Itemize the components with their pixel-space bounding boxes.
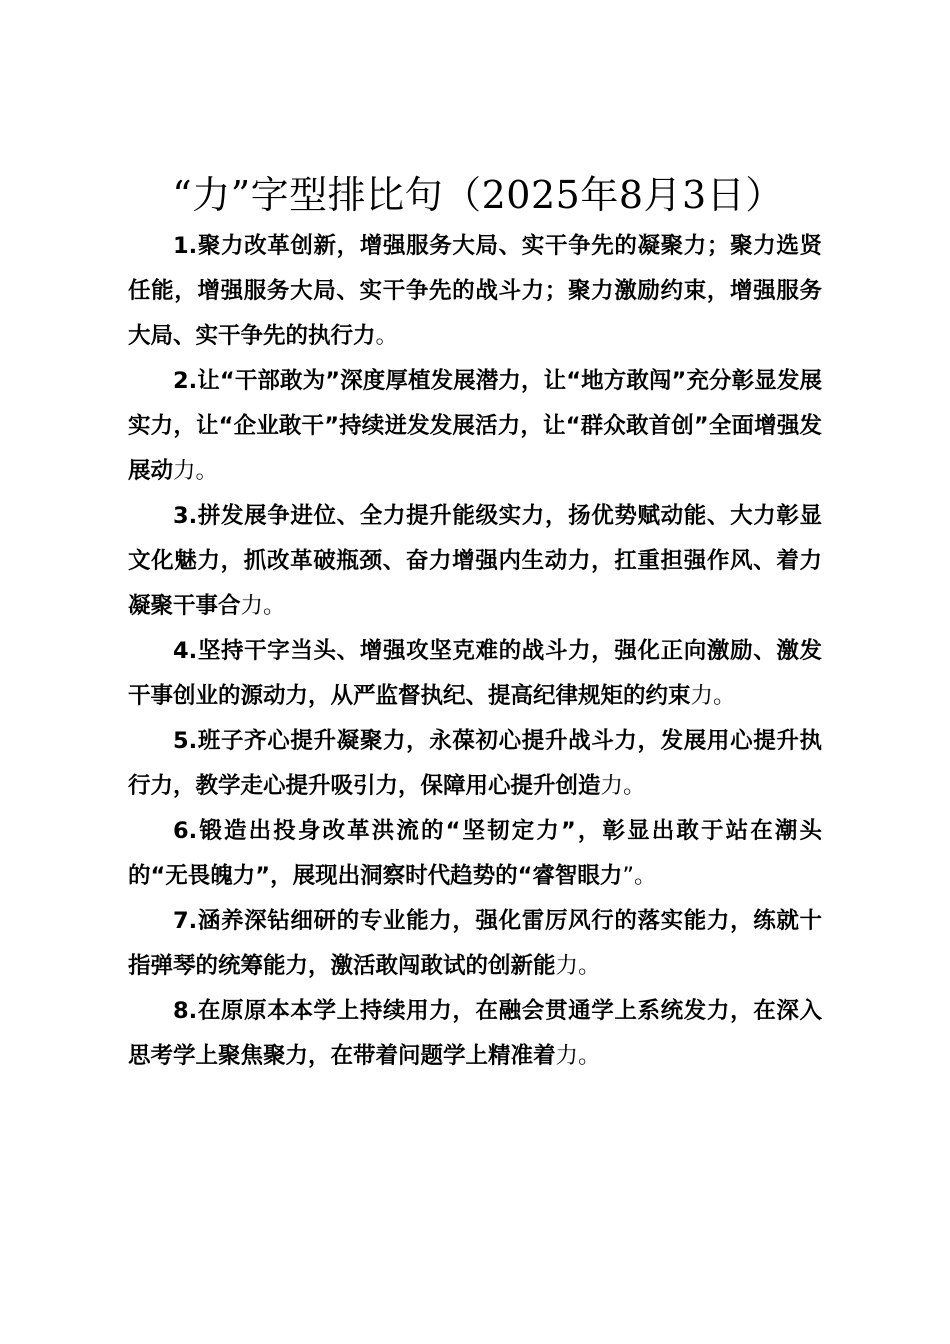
paragraph-text: 7.涵养深钻细研的专业能力，强化雷厉风行的落实能力，练就十指弹琴的统筹能力，激活敢闯敢试的创新能 (128, 908, 822, 979)
paragraph-ending: 力。 (240, 593, 286, 619)
paragraph-text: 3.拼发展争进位、全力提升能级实力，扬优势赋动能、大力彰显文化魅力，抓改革破瓶颈、奋力增强内生动力，扛重担强作风、着力凝聚干事合 (128, 503, 822, 619)
paragraph-7 (128, 899, 822, 989)
paragraph-3 (128, 494, 822, 629)
paragraph-ending: ”。 (622, 863, 657, 889)
document-title: “力”字型排比句（2025年8月3日） (172, 173, 784, 217)
paragraph-2 (128, 359, 822, 494)
paragraph-text: 6.锻造出投身改革洪流的“坚韧定力”，彰显出敢于站在潮头的“无畏魄力”，展现出洞察时代趋势的“睿智眼力 (128, 818, 822, 889)
document-body (128, 224, 822, 1079)
paragraph-text: 2.让“干部敢为”深度厚植发展潜力，让“地方敢闯”充分彰显发展实力，让“企业敢干”持续迸发发展活力，让“群众敢首创”全面增强发展动 (128, 368, 822, 484)
paragraph-text: 1.聚力改革创新，增强服务大局、实干争先的凝聚力；聚力选贤任能，增强服务大局、实干争先的战斗力；聚力激励约束，增强服务大局、实干争先的执行力 (128, 233, 822, 349)
paragraph-text: 8.在原原本本学上持续用力，在融会贯通学上系统发力，在深入思考学上聚焦聚力，在带着问题学上精准着 (128, 998, 822, 1069)
paragraph-text: 4.坚持干字当头、增强攻坚克难的战斗力，强化正向激励、激发干事创业的源动力，从严监督执纪、提高纪律规矩的约束 (128, 638, 822, 709)
paragraph-text: 5.班子齐心提升凝聚力，永葆初心提升战斗力，发展用心提升执行力，教学走心提升吸引力，保障用心提升创造 (128, 728, 822, 799)
paragraph-4 (128, 629, 822, 719)
paragraph-ending: 。 (375, 323, 399, 349)
paragraph-5 (128, 719, 822, 809)
paragraph-8 (128, 989, 822, 1079)
paragraph-6 (128, 809, 822, 899)
paragraph-1 (128, 224, 822, 359)
paragraph-ending: 力。 (555, 953, 601, 979)
paragraph-ending: 力。 (690, 683, 736, 709)
paragraph-ending: 力。 (555, 1043, 601, 1069)
paragraph-ending: 力。 (173, 458, 219, 484)
paragraph-ending: 力。 (600, 773, 646, 799)
